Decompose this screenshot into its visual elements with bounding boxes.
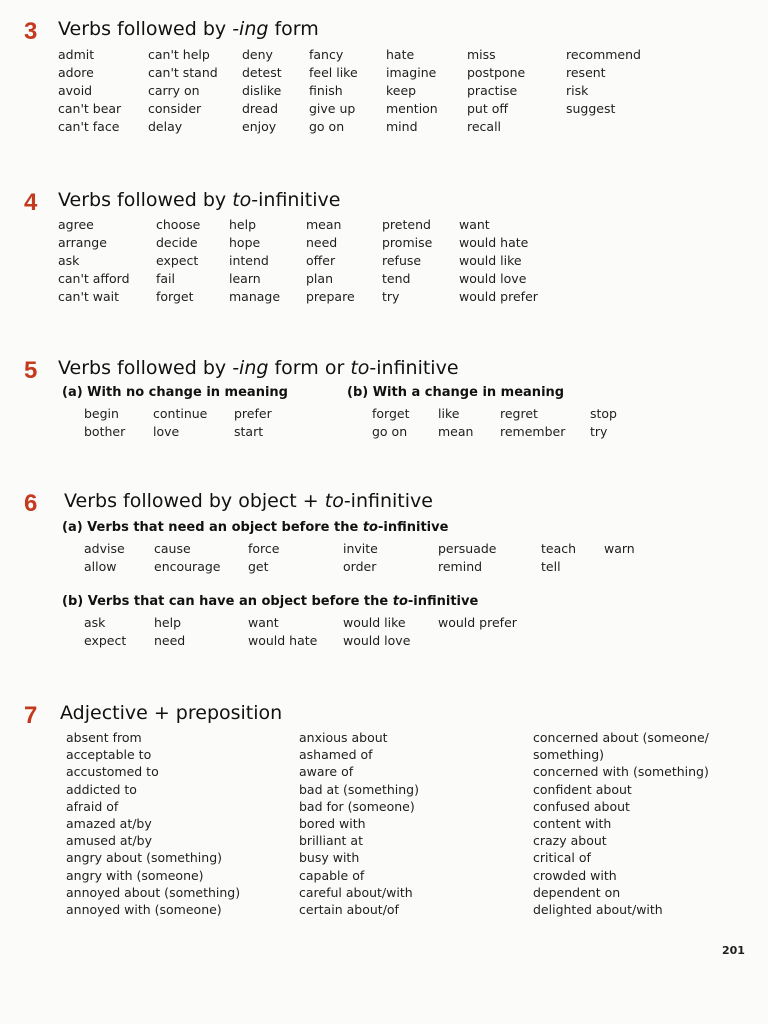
subsection-label: (b) With a change in meaning (347, 385, 565, 400)
section-title: Verbs followed by -ing form (58, 18, 319, 40)
word-column: persuade remind (438, 541, 497, 574)
section-number: 7 (24, 702, 38, 729)
word-column: hate imagine keep mention mind (386, 47, 438, 134)
section-title: Verbs followed by object + to-infinitive (64, 490, 433, 512)
word-column: pretend promise refuse tend try (382, 217, 433, 304)
word-column: absent from acceptable to accustomed to addicted to afraid of amazed at/by amused at/by angry about (something) angry with (someone) annoyed about (something) annoyed with (someone) (66, 730, 241, 917)
word-column: concerned about (someone/ something) concerned with (something) confident about confused about content with crazy about critical of crowded with dependent on delighted about/with (533, 730, 709, 917)
word-column: would prefer (438, 615, 517, 630)
section-title: Verbs followed by to-infinitive (58, 189, 341, 211)
word-column: want would hate (248, 615, 318, 648)
word-column: choose decide expect fail forget (156, 217, 201, 304)
section-title: Adjective + preposition (60, 702, 283, 724)
word-column: cause encourage (154, 541, 221, 574)
word-column: teach tell (541, 541, 577, 574)
subsection-label: (b) Verbs that can have an object before the to-infinitive (62, 594, 479, 609)
subsection-label: (a) With no change in meaning (62, 385, 288, 400)
word-column: fancy feel like finish give up go on (309, 47, 358, 134)
section-title: Verbs followed by -ing form or to-infinitive (58, 357, 459, 379)
word-column: begin bother (84, 406, 126, 439)
word-column: continue love (153, 406, 208, 439)
word-column: stop try (590, 406, 617, 439)
section-number: 6 (24, 490, 38, 517)
word-column: would like would love (343, 615, 411, 648)
word-column: can't help can't stand carry on consider delay (148, 47, 218, 134)
word-column: agree arrange ask can't afford can't wait (58, 217, 130, 304)
page-number: 201 (722, 944, 745, 957)
word-column: advise allow (84, 541, 125, 574)
word-column: forget go on (372, 406, 410, 439)
word-column: regret remember (500, 406, 566, 439)
word-column: force get (248, 541, 280, 574)
word-column: mean need offer plan prepare (306, 217, 355, 304)
section-number: 4 (24, 189, 38, 216)
word-column: like mean (438, 406, 474, 439)
word-column: help need (154, 615, 186, 648)
word-column: anxious about ashamed of aware of bad at (something) bad for (someone) bored with brilliant at busy with capable of careful about/with certain about/of (299, 730, 419, 917)
word-column: help hope intend learn manage (229, 217, 281, 304)
section-number: 5 (24, 357, 38, 384)
subsection-label: (a) Verbs that need an object before the to-infinitive (62, 520, 449, 535)
word-column: deny detest dislike dread enjoy (242, 47, 282, 134)
word-column: recommend resent risk suggest (566, 47, 641, 116)
word-column: invite order (343, 541, 378, 574)
word-column: want would hate would like would love would prefer (459, 217, 538, 304)
word-column: prefer start (234, 406, 272, 439)
word-column: warn (604, 541, 635, 556)
word-column: admit adore avoid can't bear can't face (58, 47, 122, 134)
section-number: 3 (24, 18, 38, 45)
word-column: miss postpone practise put off recall (467, 47, 526, 134)
word-column: ask expect (84, 615, 127, 648)
